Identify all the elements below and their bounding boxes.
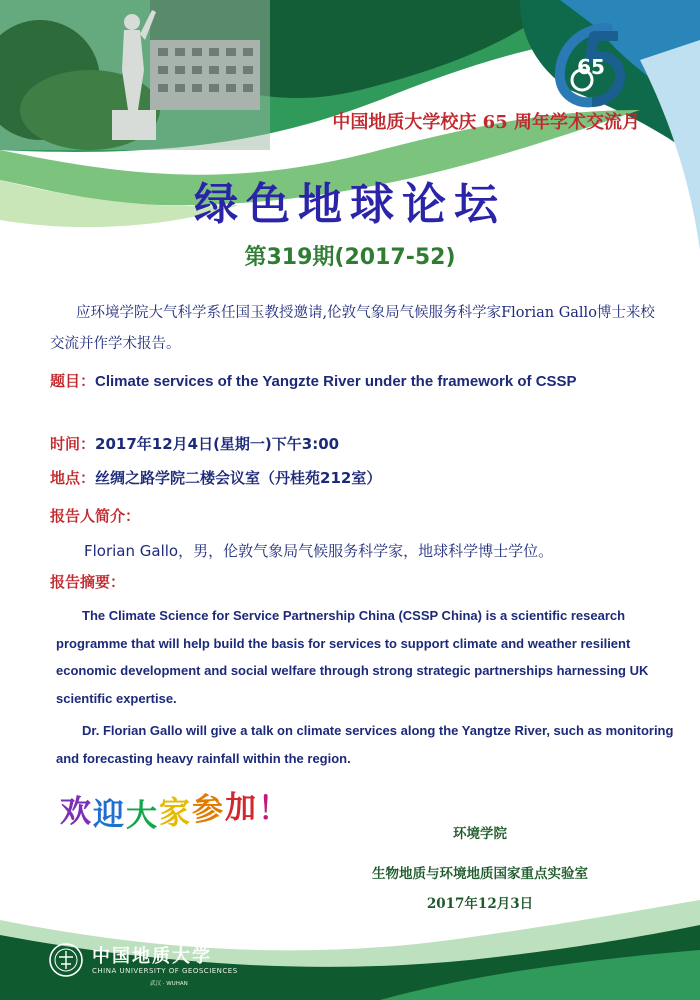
signature-org: 环境学院 <box>453 826 507 842</box>
welcome-char: ！ <box>258 790 291 827</box>
signature-lab: 生物地质与环境地质国家重点实验室 <box>372 866 588 882</box>
university-city: 武汉 · WUHAN <box>150 981 188 987</box>
intro-paragraph: 应环境学院大气科学系任国玉教授邀请,伦敦气象局气候服务科学家Florian Gallo博士来校交流并作学术报告。 <box>50 305 655 352</box>
university-name-cn: 中国地质大学 <box>92 946 212 967</box>
welcome-char: 大 <box>126 797 159 834</box>
topic-label: 题目： <box>50 373 96 390</box>
topic-value: Climate services of the Yangzte River under the framework of CSSP <box>95 373 577 390</box>
abstract-paragraph-1: The Climate Science for Service Partnership China (CSSP China) is a scientific research programme that will help build the basis for services to support climate and weather resilient economic development and social welfare through strong strategic partnerships harnessing UK scientific expertise. <box>56 608 649 706</box>
topic-row <box>50 368 650 395</box>
issue-number: 第319期(2017-52) <box>244 245 456 270</box>
place-row <box>50 467 381 488</box>
speaker-bio-heading: 报告人简介： <box>50 507 141 525</box>
university-seal-icon <box>48 942 84 978</box>
signature-date: 2017年12月3日 <box>426 896 534 912</box>
welcome-banner <box>60 786 291 834</box>
abstract-heading: 报告摘要： <box>50 573 126 591</box>
time-value: 2017年12月4日(星期一)下午3:00 <box>95 435 340 453</box>
welcome-char: 家 <box>159 795 192 832</box>
welcome-char: 迎 <box>93 797 126 834</box>
anniversary-65-logo <box>548 22 634 108</box>
time-row <box>50 433 339 454</box>
welcome-char: 欢 <box>60 794 93 830</box>
time-label: 时间： <box>50 435 96 453</box>
speaker-bio-text: Florian Gallo，男，伦敦气象局气候服务科学家，地球科学博士学位。 <box>84 542 554 560</box>
forum-title: 绿色地球论坛 <box>194 179 506 230</box>
anniversary-subtitle: 中国地质大学校庆 65 周年学术交流月 <box>332 112 640 133</box>
place-value: 丝绸之路学院二楼会议室（丹桂苑212室） <box>95 469 382 487</box>
abstract-paragraph-2: Dr. Florian Gallo will give a talk on climate services along the Yangtze River, such as monitoring and forecasting heavy rainfall within the region. <box>56 723 674 766</box>
welcome-char: 加 <box>225 790 258 827</box>
svg-text:65: 65 <box>577 55 605 79</box>
place-label: 地点： <box>50 469 96 487</box>
welcome-char: 参 <box>192 792 225 829</box>
university-name-en: CHINA UNIVERSITY OF GEOSCIENCES <box>92 967 238 975</box>
